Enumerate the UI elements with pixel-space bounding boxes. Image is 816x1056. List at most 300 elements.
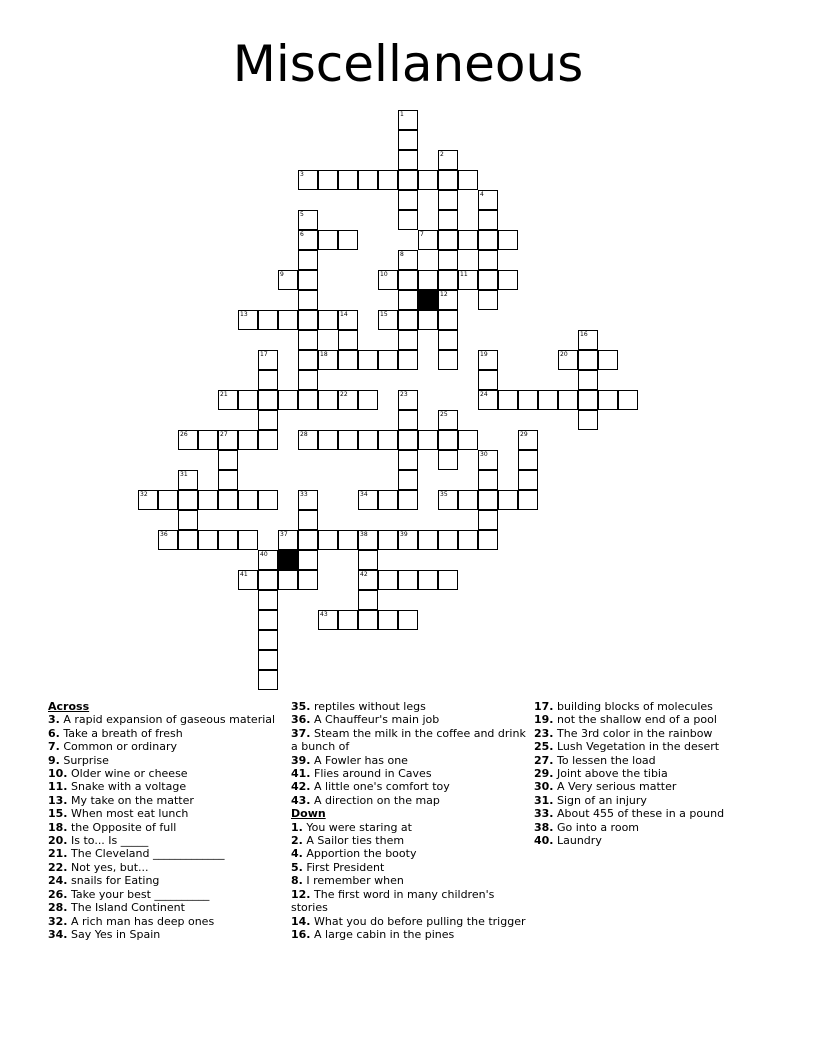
grid-cell[interactable] — [478, 190, 498, 210]
grid-cell[interactable] — [438, 150, 458, 170]
grid-cell[interactable] — [398, 250, 418, 270]
grid-cell[interactable] — [338, 230, 358, 250]
grid-cell[interactable] — [478, 290, 498, 310]
cell-number: 22 — [340, 391, 348, 398]
grid-cell[interactable] — [298, 250, 318, 270]
grid-cell[interactable] — [578, 370, 598, 390]
grid-cell[interactable] — [518, 470, 538, 490]
grid-cell[interactable] — [318, 430, 338, 450]
clue-number: 9. — [48, 753, 60, 767]
grid-cell[interactable] — [578, 410, 598, 430]
across-clue — [48, 901, 288, 914]
cell-number: 1 — [400, 111, 404, 118]
clue-number: 13. — [48, 793, 68, 807]
across-clue — [48, 834, 288, 847]
clue-text: Apportion the booty — [302, 847, 417, 861]
grid-cell[interactable] — [318, 230, 338, 250]
across-clue — [291, 794, 531, 807]
grid-cell[interactable] — [398, 150, 418, 170]
grid-cell[interactable] — [398, 270, 418, 290]
cell-number: 10 — [380, 271, 388, 278]
clue-number: 22. — [48, 860, 68, 874]
grid-cell[interactable] — [238, 390, 258, 410]
grid-cell[interactable] — [438, 170, 458, 190]
clue-text: Not yes, but... — [67, 860, 149, 874]
across-clue — [291, 767, 531, 780]
cell-number: 3 — [300, 171, 304, 178]
clue-text: Go into a room — [553, 820, 640, 834]
grid-cell[interactable] — [498, 270, 518, 290]
grid-cell[interactable] — [478, 370, 498, 390]
grid-cell[interactable] — [298, 490, 318, 510]
grid-cell[interactable] — [478, 470, 498, 490]
grid-cell[interactable] — [258, 650, 278, 670]
cell-number: 29 — [520, 431, 528, 438]
clue-number: 5. — [291, 860, 303, 874]
down-clue — [291, 821, 531, 834]
grid-cell[interactable] — [238, 430, 258, 450]
cell-number: 33 — [300, 491, 308, 498]
grid-cell[interactable] — [418, 170, 438, 190]
grid-cell[interactable] — [358, 530, 378, 550]
clue-text: The Island Continent — [67, 901, 185, 915]
clue-text: A Fowler has one — [310, 753, 408, 767]
grid-cell[interactable] — [238, 570, 258, 590]
grid-cell[interactable] — [258, 490, 278, 510]
grid-cell[interactable] — [378, 350, 398, 370]
cell-number: 26 — [180, 431, 188, 438]
clue-text: A direction on the map — [310, 793, 440, 807]
across-clue — [291, 713, 531, 726]
grid-cell[interactable] — [338, 530, 358, 550]
clue-number: 41. — [291, 767, 311, 781]
clue-text: About 455 of these in a pound — [553, 807, 725, 821]
grid-cell[interactable] — [378, 270, 398, 290]
grid-cell[interactable] — [178, 470, 198, 490]
grid-block — [278, 550, 298, 570]
cell-number: 37 — [280, 531, 288, 538]
clue-number: 42. — [291, 780, 311, 794]
grid-cell[interactable] — [578, 330, 598, 350]
grid-cell[interactable] — [558, 350, 578, 370]
clue-number: 15. — [48, 807, 68, 821]
across-clue — [48, 861, 288, 874]
clue-number: 30. — [534, 780, 554, 794]
clue-text: Sign of an injury — [553, 793, 647, 807]
grid-cell[interactable] — [438, 310, 458, 330]
grid-cell[interactable] — [258, 410, 278, 430]
down-clue — [291, 915, 531, 928]
across-clue — [48, 807, 288, 820]
grid-cell[interactable] — [358, 490, 378, 510]
clue-text: Snake with a voltage — [67, 780, 187, 794]
grid-cell[interactable] — [438, 330, 458, 350]
cell-number: 17 — [260, 351, 268, 358]
grid-cell[interactable] — [318, 530, 338, 550]
grid-cell[interactable] — [438, 430, 458, 450]
clue-text: A Sailor ties them — [302, 834, 405, 848]
cell-number: 39 — [400, 531, 408, 538]
grid-cell[interactable] — [258, 350, 278, 370]
across-clue — [48, 888, 288, 901]
grid-cell[interactable] — [398, 450, 418, 470]
grid-cell[interactable] — [478, 390, 498, 410]
cell-number: 13 — [240, 311, 248, 318]
grid-cell[interactable] — [478, 230, 498, 250]
down-heading: Down — [291, 807, 326, 821]
grid-cell[interactable] — [418, 270, 438, 290]
grid-cell[interactable] — [358, 430, 378, 450]
down-clue — [534, 767, 774, 780]
clue-text: The 3rd color in the rainbow — [553, 726, 713, 740]
clue-text: The first word in many children's stories — [291, 887, 495, 915]
grid-cell[interactable] — [238, 490, 258, 510]
grid-cell[interactable] — [298, 230, 318, 250]
grid-cell[interactable] — [398, 330, 418, 350]
grid-cell[interactable] — [438, 250, 458, 270]
clue-text: My take on the matter — [67, 793, 194, 807]
grid-cell[interactable] — [398, 110, 418, 130]
grid-cell[interactable] — [498, 390, 518, 410]
grid-cell[interactable] — [418, 430, 438, 450]
grid-cell[interactable] — [198, 430, 218, 450]
grid-cell[interactable] — [358, 350, 378, 370]
grid-cell[interactable] — [158, 530, 178, 550]
clue-number: 1. — [291, 820, 303, 834]
grid-cell[interactable] — [378, 530, 398, 550]
grid-cell[interactable] — [318, 390, 338, 410]
grid-cell[interactable] — [238, 530, 258, 550]
grid-cell[interactable] — [298, 570, 318, 590]
down-clue — [291, 928, 531, 941]
cell-number: 36 — [160, 531, 168, 538]
clue-text: First President — [302, 860, 385, 874]
cell-number: 2 — [440, 151, 444, 158]
grid-cell[interactable] — [218, 450, 238, 470]
grid-cell[interactable] — [398, 610, 418, 630]
grid-cell[interactable] — [438, 190, 458, 210]
grid-cell[interactable] — [218, 430, 238, 450]
grid-cell[interactable] — [398, 210, 418, 230]
clue-text: Is to... Is _____ — [67, 834, 149, 848]
grid-cell[interactable] — [438, 270, 458, 290]
grid-cell[interactable] — [178, 490, 198, 510]
down-clue — [534, 780, 774, 793]
down-clue — [534, 713, 774, 726]
clue-text: Joint above the tibia — [553, 767, 668, 781]
grid-cell[interactable] — [258, 550, 278, 570]
cell-number: 34 — [360, 491, 368, 498]
grid-cell[interactable] — [358, 570, 378, 590]
grid-cell[interactable] — [418, 530, 438, 550]
grid-cell[interactable] — [578, 350, 598, 370]
down-clue — [534, 754, 774, 767]
grid-cell[interactable] — [418, 570, 438, 590]
grid-cell[interactable] — [178, 510, 198, 530]
grid-cell[interactable] — [358, 610, 378, 630]
cell-number: 35 — [440, 491, 448, 498]
clue-number: 36. — [291, 713, 311, 727]
grid-cell[interactable] — [278, 390, 298, 410]
grid-cell[interactable] — [218, 390, 238, 410]
grid-cell[interactable] — [378, 310, 398, 330]
clue-text: not the shallow end of a pool — [553, 713, 717, 727]
grid-cell[interactable] — [318, 310, 338, 330]
clue-number: 14. — [291, 914, 311, 928]
grid-cell[interactable] — [598, 390, 618, 410]
grid-cell[interactable] — [558, 390, 578, 410]
grid-cell[interactable] — [338, 610, 358, 630]
grid-cell[interactable] — [338, 170, 358, 190]
grid-cell[interactable] — [258, 590, 278, 610]
clue-text: Flies around in Caves — [310, 767, 432, 781]
clue-number: 17. — [534, 700, 554, 713]
grid-cell[interactable] — [298, 530, 318, 550]
across-clue — [291, 754, 531, 767]
clue-number: 38. — [534, 820, 554, 834]
grid-cell[interactable] — [238, 310, 258, 330]
grid-cell[interactable] — [398, 490, 418, 510]
grid-cell[interactable] — [298, 290, 318, 310]
cell-number: 28 — [300, 431, 308, 438]
down-clue — [534, 700, 774, 713]
grid-cell[interactable] — [278, 310, 298, 330]
clue-number: 32. — [48, 914, 68, 928]
grid-cell[interactable] — [438, 410, 458, 430]
grid-cell[interactable] — [298, 210, 318, 230]
grid-cell[interactable] — [438, 230, 458, 250]
down-clue — [291, 888, 531, 915]
grid-cell[interactable] — [458, 430, 478, 450]
clue-text: Take your best __________ — [67, 887, 210, 901]
across-clue — [48, 821, 288, 834]
grid-cell[interactable] — [258, 610, 278, 630]
clue-text: reptiles without legs — [310, 700, 426, 713]
grid-cell[interactable] — [518, 490, 538, 510]
clue-number: 39. — [291, 753, 311, 767]
grid-cell[interactable] — [418, 230, 438, 250]
grid-cell[interactable] — [298, 350, 318, 370]
clue-text: A Chauffeur's main job — [310, 713, 440, 727]
grid-block — [418, 290, 438, 310]
grid-cell[interactable] — [298, 550, 318, 570]
grid-cell[interactable] — [258, 670, 278, 690]
grid-cell[interactable] — [398, 530, 418, 550]
across-clue — [291, 700, 531, 713]
grid-cell[interactable] — [478, 210, 498, 230]
clue-number: 23. — [534, 726, 554, 740]
grid-cell[interactable] — [438, 290, 458, 310]
grid-cell[interactable] — [298, 270, 318, 290]
grid-cell[interactable] — [318, 170, 338, 190]
grid-cell[interactable] — [538, 390, 558, 410]
grid-cell[interactable] — [338, 310, 358, 330]
grid-cell[interactable] — [438, 210, 458, 230]
grid-cell[interactable] — [398, 130, 418, 150]
clue-text: Older wine or cheese — [67, 767, 188, 781]
grid-cell[interactable] — [398, 390, 418, 410]
clue-text: A Very serious matter — [553, 780, 677, 794]
grid-cell[interactable] — [218, 470, 238, 490]
puzzle-title: Miscellaneous — [232, 35, 584, 93]
grid-cell[interactable] — [378, 430, 398, 450]
grid-cell[interactable] — [398, 350, 418, 370]
grid-cell[interactable] — [398, 430, 418, 450]
grid-cell[interactable] — [298, 430, 318, 450]
clue-text: Take a breath of fresh — [59, 726, 183, 740]
across-clue — [48, 847, 288, 860]
grid-cell[interactable] — [218, 530, 238, 550]
grid-cell[interactable] — [318, 610, 338, 630]
grid-cell[interactable] — [198, 530, 218, 550]
grid-cell[interactable] — [378, 610, 398, 630]
across-clue — [48, 754, 288, 767]
grid-cell[interactable] — [398, 310, 418, 330]
grid-cell[interactable] — [358, 550, 378, 570]
grid-cell[interactable] — [438, 450, 458, 470]
grid-cell[interactable] — [398, 190, 418, 210]
clue-text: A large cabin in the pines — [310, 927, 455, 941]
down-clue — [534, 740, 774, 753]
grid-cell[interactable] — [258, 430, 278, 450]
down-clue — [291, 874, 531, 887]
grid-cell[interactable] — [278, 270, 298, 290]
cell-number: 18 — [320, 351, 328, 358]
grid-cell[interactable] — [258, 310, 278, 330]
grid-cell[interactable] — [478, 350, 498, 370]
clue-column-2 — [291, 700, 531, 941]
clue-text: Steam the milk in the coffee and drink a bunch of — [291, 726, 526, 754]
clue-number: 7. — [48, 740, 60, 754]
grid-cell[interactable] — [518, 430, 538, 450]
grid-cell[interactable] — [618, 390, 638, 410]
grid-cell[interactable] — [298, 510, 318, 530]
grid-cell[interactable] — [178, 530, 198, 550]
grid-cell[interactable] — [518, 390, 538, 410]
grid-cell[interactable] — [498, 490, 518, 510]
across-clue — [48, 794, 288, 807]
clue-text: You were staring at — [302, 820, 412, 834]
grid-cell[interactable] — [458, 490, 478, 510]
clue-number: 3. — [48, 713, 60, 727]
grid-cell[interactable] — [398, 570, 418, 590]
clue-number: 21. — [48, 847, 68, 861]
cell-number: 7 — [420, 231, 424, 238]
grid-cell[interactable] — [398, 470, 418, 490]
grid-cell[interactable] — [438, 350, 458, 370]
cell-number: 12 — [440, 291, 448, 298]
grid-cell[interactable] — [458, 170, 478, 190]
cell-number: 25 — [440, 411, 448, 418]
clue-number: 11. — [48, 780, 68, 794]
down-clue — [291, 834, 531, 847]
grid-cell[interactable] — [458, 230, 478, 250]
grid-cell[interactable] — [298, 310, 318, 330]
clue-column-1 — [48, 700, 288, 941]
grid-cell[interactable] — [478, 490, 498, 510]
across-clue — [291, 727, 531, 754]
grid-cell[interactable] — [598, 350, 618, 370]
grid-cell[interactable] — [358, 590, 378, 610]
grid-cell[interactable] — [298, 390, 318, 410]
grid-cell[interactable] — [398, 170, 418, 190]
grid-cell[interactable] — [298, 330, 318, 350]
grid-cell[interactable] — [438, 490, 458, 510]
grid-cell[interactable] — [418, 310, 438, 330]
grid-cell[interactable] — [358, 170, 378, 190]
grid-cell[interactable] — [278, 570, 298, 590]
grid-cell[interactable] — [478, 250, 498, 270]
across-clue — [48, 915, 288, 928]
grid-cell[interactable] — [178, 430, 198, 450]
grid-cell[interactable] — [338, 350, 358, 370]
cell-number: 40 — [260, 551, 268, 558]
across-clue — [291, 780, 531, 793]
clue-number: 43. — [291, 793, 311, 807]
grid-cell[interactable] — [518, 450, 538, 470]
grid-cell[interactable] — [158, 490, 178, 510]
cell-number: 31 — [180, 471, 188, 478]
grid-cell[interactable] — [498, 230, 518, 250]
grid-cell[interactable] — [338, 330, 358, 350]
grid-cell[interactable] — [278, 530, 298, 550]
grid-cell[interactable] — [478, 270, 498, 290]
grid-cell[interactable] — [258, 630, 278, 650]
clue-text: A rich man has deep ones — [67, 914, 215, 928]
grid-cell[interactable] — [338, 390, 358, 410]
grid-cell[interactable] — [198, 490, 218, 510]
grid-cell[interactable] — [378, 170, 398, 190]
clue-text: Surprise — [59, 753, 109, 767]
clue-number: 31. — [534, 793, 554, 807]
clue-number: 24. — [48, 874, 68, 888]
cell-number: 24 — [480, 391, 488, 398]
clue-text: Common or ordinary — [59, 740, 177, 754]
across-clue — [48, 928, 288, 941]
cell-number: 42 — [360, 571, 368, 578]
grid-cell[interactable] — [378, 490, 398, 510]
grid-cell[interactable] — [398, 290, 418, 310]
clue-number: 4. — [291, 847, 303, 861]
grid-cell[interactable] — [458, 530, 478, 550]
clue-number: 2. — [291, 834, 303, 848]
grid-cell[interactable] — [298, 370, 318, 390]
grid-cell[interactable] — [478, 530, 498, 550]
grid-cell[interactable] — [338, 430, 358, 450]
grid-cell[interactable] — [398, 410, 418, 430]
grid-cell[interactable] — [438, 530, 458, 550]
grid-cell[interactable] — [258, 390, 278, 410]
grid-cell[interactable] — [478, 510, 498, 530]
grid-cell[interactable] — [258, 370, 278, 390]
across-clue — [48, 767, 288, 780]
grid-cell[interactable] — [298, 170, 318, 190]
cell-number: 5 — [300, 211, 304, 218]
grid-cell[interactable] — [478, 450, 498, 470]
clue-number: 18. — [48, 820, 68, 834]
grid-cell[interactable] — [138, 490, 158, 510]
grid-cell[interactable] — [218, 490, 238, 510]
grid-cell[interactable] — [578, 390, 598, 410]
grid-cell[interactable] — [378, 570, 398, 590]
cell-number: 43 — [320, 611, 328, 618]
grid-cell[interactable] — [318, 350, 338, 370]
cell-number: 30 — [480, 451, 488, 458]
grid-cell[interactable] — [358, 390, 378, 410]
grid-cell[interactable] — [458, 270, 478, 290]
grid-cell[interactable] — [438, 570, 458, 590]
grid-cell[interactable] — [258, 570, 278, 590]
